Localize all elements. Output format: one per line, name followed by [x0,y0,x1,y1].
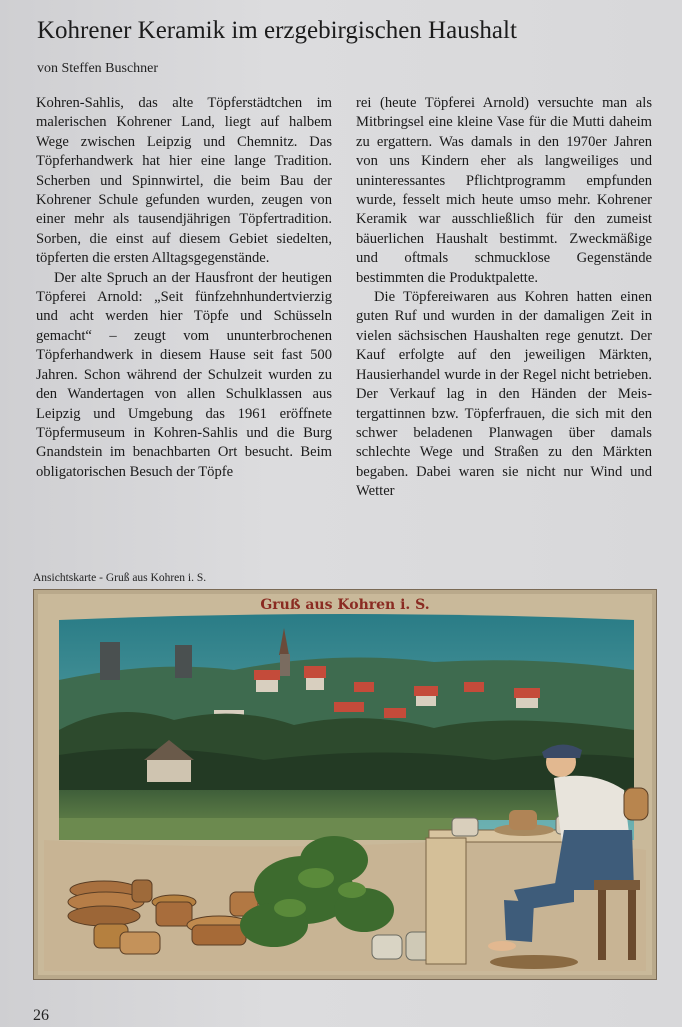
postcard-illustration [34,590,656,979]
postcard-title: Gruß aus Kohren i. S. [260,597,430,613]
article-title: Kohrener Keramik im erzgebirgischen Haushalt [37,17,517,44]
paragraph: Die Töpfereiwaren aus Kohren hatten einen guten Ruf und wurden in der damaligen Zeit in vielen sächsischen Haushalten rege genutzt. Der Kauf erfolgte auf den jeweiligen Märkten, Hausierhandel wurde in der Regel nicht betrieben. Der Verkauf lag in den Händen der Meistergattinnen bzw. Töpferfrauen, die sich mit den schwer beladenen Planwagen über damals schlechte Wege und Straßen zu den Märkten begaben. Dabei waren sie nicht nur Wind und Wetter [356,289,652,500]
text-column-left [36,94,332,482]
text-column-right [356,94,652,502]
paragraph: rei (heute Töpferei Arnold) versuchte man als Mitbringsel eine kleine Vase für die Mutti daheim zu ergattern. Was damals in den 1970er Jahren von uns Kindern eher als langweiliges und uninteressantes Pflichtprogramm empfunden wurde, fesselt mich heute umso mehr. Kohrener Keramik war ausschließlich für den zumeist bäuerlichen Haushalt bestimmt. Zweckmäßige und oftmals schmucklose Gegenstände bestimmten die Produktpalette. [356,95,652,286]
paragraph: Der alte Spruch an der Hausfront der heutigen Töpferei Arnold: „Seit fünfzehnhundertvierzig und acht werden hier Töpfe und Schüsseln gemacht“ – zeugt vom ununterbrochenen Töpferhandwerk in diesem Hause seit fast 500 Jahren. Schon während der Schulzeit wurden zu den Wandertagen von allen Schulklassen aus Leipzig und Umgebung das 1961 eröffnete Töpfermuseum in Kohren-Sahlis und die Burg Gnandstein im benachbarten Ort besucht. Beim obligatorischen Besuch der Töpfe [36,269,332,480]
page-number: 26 [33,1007,49,1024]
paragraph: Kohren-Sahlis, das alte Töpferstädtchen im malerischen Kohrener Land, liegt auf halbem Wege zwischen Leipzig und Chemnitz. Das Töpferhandwerk hat hier eine lange Tradition. Scherben und Spinnwirtel, die beim Bau der Kohrener Schule gefunden wurden, zeugen von einer mehr als tausendjährigen Töpfertradition. Sorben, die einst auf diesem Gebiet siedelten, töpferten die ersten Alltagsgegenstände. [36,95,332,267]
postcard-image [33,589,657,980]
figure-caption: Ansichtskarte - Gruß aus Kohren i. S. [33,572,207,584]
article-author: von Steffen Buschner [37,61,159,76]
